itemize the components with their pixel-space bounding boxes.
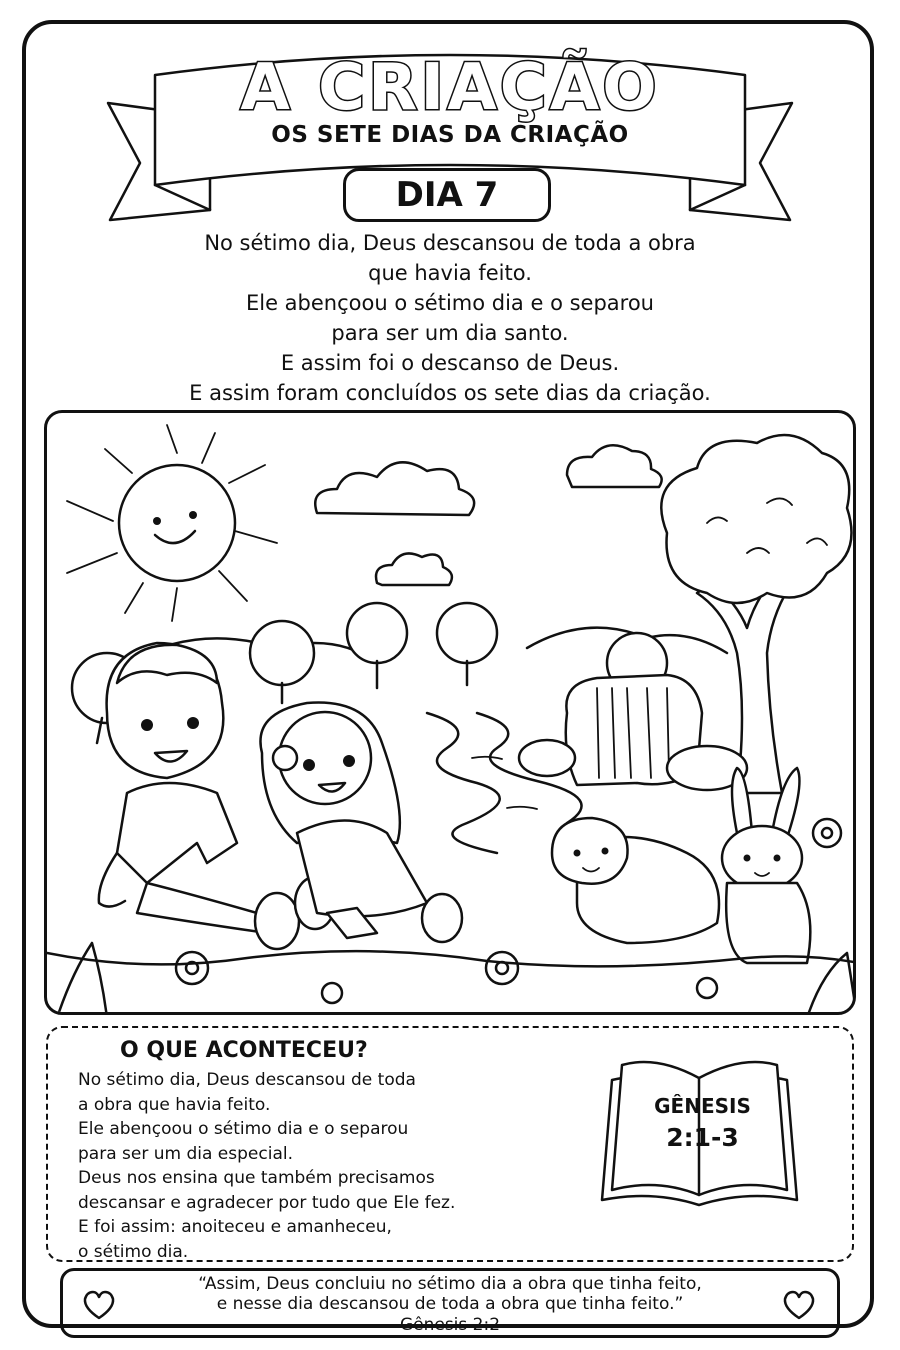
intro-line: que havia feito.	[368, 261, 532, 285]
intro-line: Ele abençoou o sétimo dia e o separou	[245, 291, 654, 315]
bible-reference	[640, 1090, 765, 1154]
heart-icon	[82, 1290, 116, 1320]
heart-icon	[782, 1290, 816, 1320]
lamb-figure	[552, 818, 719, 943]
intro-line: E assim foi o descanso de Deus.	[280, 351, 620, 375]
waterfall-icon	[519, 675, 747, 790]
sun-icon	[67, 425, 277, 621]
cloud-icon	[376, 553, 452, 585]
scene-illustration	[44, 410, 856, 1015]
info-line: Deus nos ensina que também precisamos	[78, 1168, 435, 1188]
intro-line: E assim foram concluídos os sete dias da criação.	[189, 381, 711, 405]
info-line: para ser um dia especial.	[78, 1143, 293, 1164]
page-title: A CRIAÇÃO	[240, 51, 660, 125]
day-badge: DIA 7	[343, 168, 551, 222]
info-line: a obra que havia feito.	[78, 1094, 271, 1115]
intro-line: No sétimo dia, Deus descansou de toda a obra	[204, 231, 696, 255]
quote-line: “Assim, Deus concluiu no sétimo dia a obra que tinha feito,	[198, 1274, 702, 1294]
cloud-icon	[567, 445, 662, 487]
info-line: o sétimo dia.	[78, 1241, 189, 1262]
info-line: E foi assim: anoiteceu e amanheceu,	[78, 1217, 392, 1237]
rabbit-figure	[722, 768, 810, 963]
info-line: No sétimo dia, Deus descansou de toda	[78, 1070, 416, 1090]
bible-book: GÊNESIS	[654, 1094, 751, 1118]
info-title: O QUE ACONTECEU?	[120, 1038, 368, 1063]
quote-line: e nesse dia descansou de toda a obra que tinha feito.”	[216, 1294, 684, 1314]
quote-reference: Gênesis 2:2	[399, 1315, 501, 1335]
bible-verse: 2:1-3	[666, 1123, 739, 1152]
cloud-icon	[315, 462, 474, 515]
info-line: descansar e agradecer por tudo que Ele fez.	[78, 1192, 456, 1213]
intro-line: para ser um dia santo.	[331, 321, 569, 345]
page-subtitle: OS SETE DIAS DA CRIAÇÃO	[271, 122, 629, 148]
info-text	[78, 1068, 455, 1264]
info-line: Ele abençoou o sétimo dia e o separou	[78, 1119, 409, 1139]
intro-text	[60, 228, 840, 408]
quote-text	[140, 1274, 760, 1314]
